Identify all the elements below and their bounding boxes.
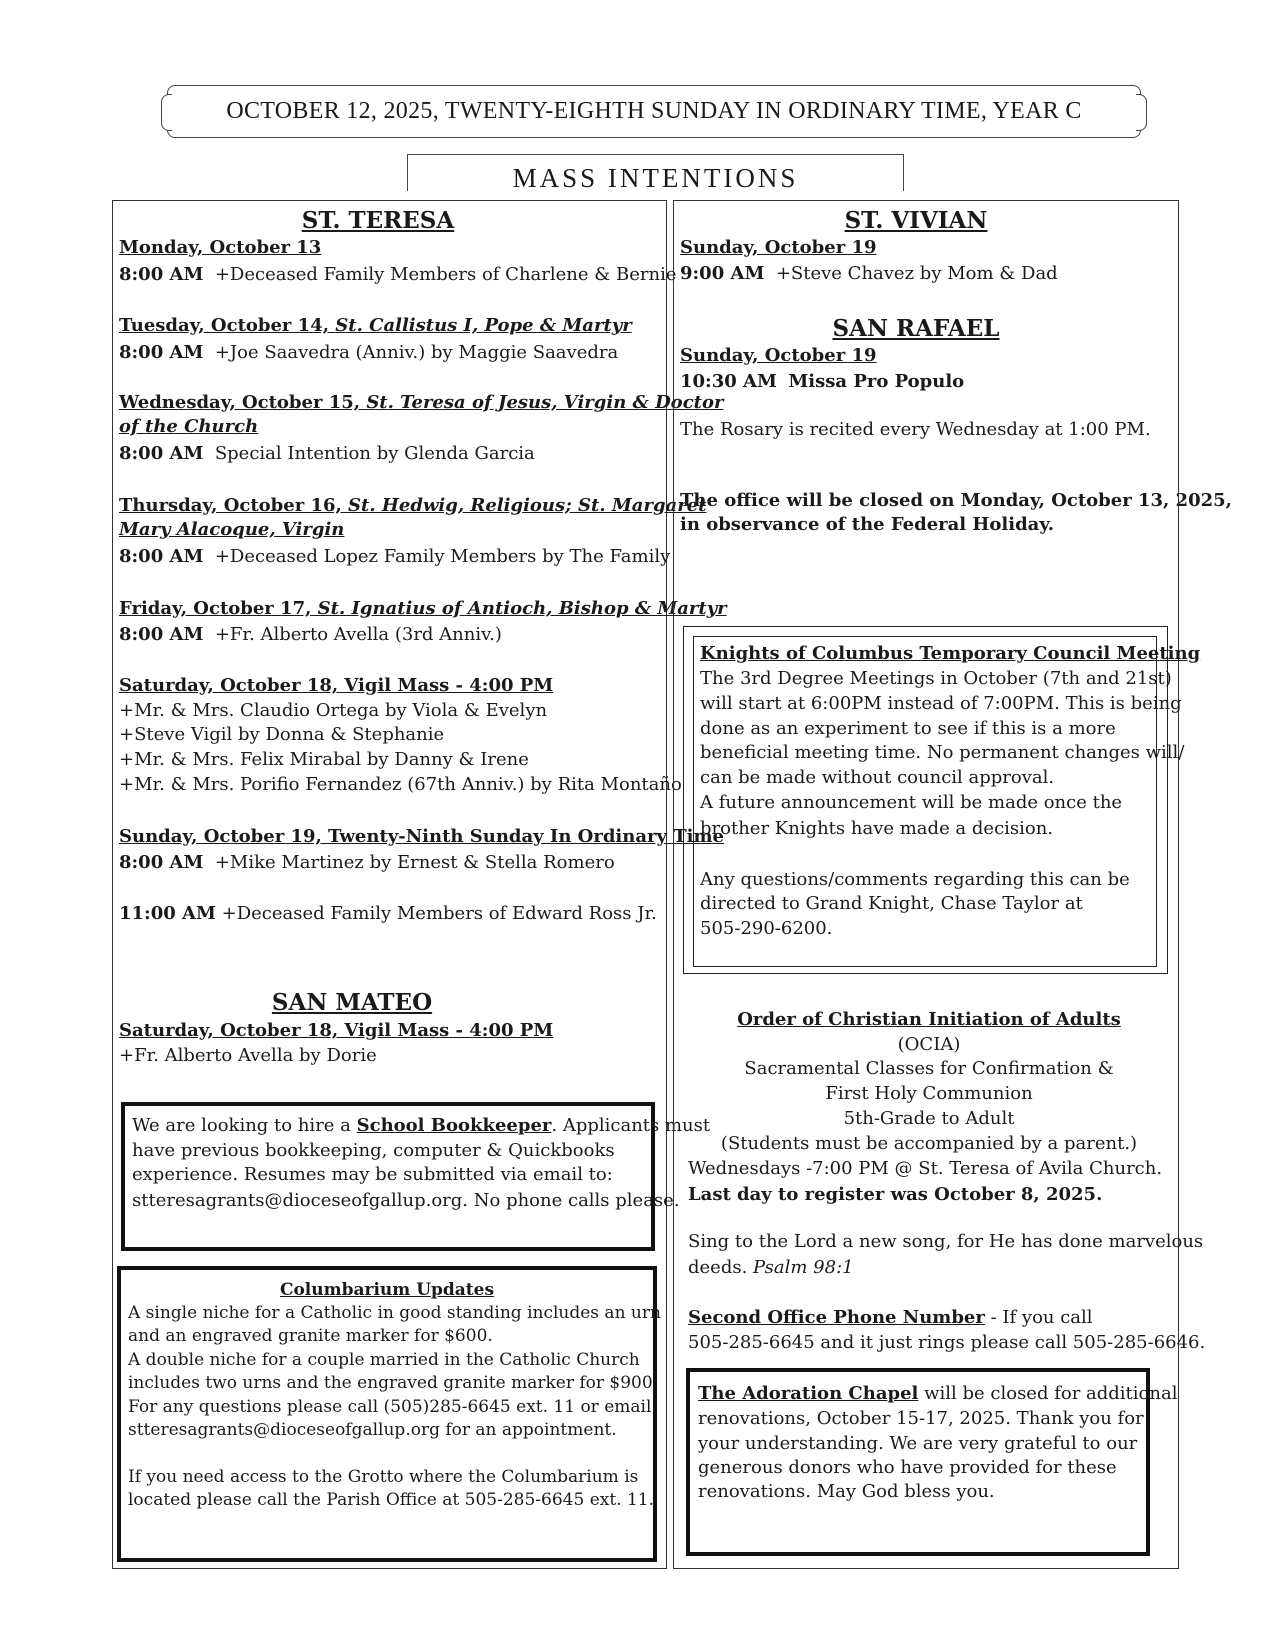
san-rafael-day: Sunday, October 19	[680, 345, 877, 366]
psalm-line: deeds. Psalm 98:1	[688, 1257, 854, 1278]
knights-line: Any questions/comments regarding this can be	[700, 869, 1130, 890]
knights-line: can be made without council approval.	[700, 767, 1055, 788]
saturday-intention: +Mr. & Mrs. Claudio Ortega by Viola & Evelyn	[119, 700, 548, 721]
ocia-line: First Holy Communion	[825, 1083, 1033, 1104]
columbarium-line: located please call the Parish Office at 505-285-6645 ext. 11.	[128, 1490, 655, 1510]
san-mateo-intention: +Fr. Alberto Avella by Dorie	[119, 1045, 377, 1066]
knights-line: The 3rd Degree Meetings in October (7th and 21st)	[700, 668, 1172, 689]
st-teresa-heading: ST. TERESA	[301, 207, 455, 234]
bookkeeper-line: have previous bookkeeping, computer & Quickbooks	[132, 1140, 615, 1161]
ocia-line: Sacramental Classes for Confirmation &	[744, 1058, 1114, 1079]
st-vivian-intention: 9:00 AM +Steve Chavez by Mom & Dad	[680, 263, 1058, 284]
bookkeeper-email-line: stteresagrants@dioceseofgallup.org. No phone calls please.	[132, 1190, 680, 1211]
wednesday-heading-cont: of the Church	[119, 416, 259, 437]
psalm-line: Sing to the Lord a new song, for He has done marvelous	[688, 1231, 1204, 1252]
columbarium-line: A single niche for a Catholic in good standing includes an urn	[128, 1303, 661, 1323]
tuesday-heading: Tuesday, October 14, St. Callistus I, Pope & Martyr	[119, 315, 632, 336]
ocia-line: 5th-Grade to Adult	[843, 1108, 1015, 1129]
knights-title: Knights of Columbus Temporary Council Meeting	[700, 643, 1201, 664]
tuesday-intention: 8:00 AM +Joe Saavedra (Anniv.) by Maggie Saavedra	[119, 342, 619, 363]
st-vivian-heading: ST. VIVIAN	[844, 207, 988, 234]
knights-notice	[693, 636, 1201, 967]
knights-phone: 505-290-6200.	[700, 918, 833, 939]
bookkeeper-line: We are looking to hire a School Bookkeeper. Applicants must	[132, 1115, 711, 1136]
san-mateo-day: Saturday, October 18, Vigil Mass - 4:00 PM	[119, 1020, 554, 1041]
knights-line: A future announcement will be made once the	[700, 792, 1123, 813]
columbarium-line: A double niche for a couple married in the Catholic Church	[128, 1350, 640, 1370]
knights-line: will start at 6:00PM instead of 7:00PM. This is being	[700, 693, 1182, 714]
thursday-heading-cont: Mary Alacoque, Virgin	[119, 519, 345, 540]
second-phone-note: Second Office Phone Number - If you call	[688, 1307, 1093, 1328]
ocia-line: (OCIA)	[897, 1034, 961, 1055]
columbarium-line: If you need access to the Grotto where the Columbarium is	[128, 1467, 639, 1487]
second-phone-note-cont: 505-285-6645 and it just rings please call 505-285-6646.	[688, 1332, 1206, 1353]
saturday-intention: +Mr. & Mrs. Felix Mirabal by Danny & Irene	[119, 749, 529, 770]
columbarium-notice	[117, 1266, 661, 1562]
ocia-deadline: Last day to register was October 8, 2025.	[688, 1184, 1103, 1205]
saturday-intention: +Mr. & Mrs. Porifio Fernandez (67th Anniv.) by Rita Montaño	[119, 774, 682, 795]
thursday-heading: Thursday, October 16, St. Hedwig, Religious; St. Margaret	[119, 495, 707, 516]
adoration-line: generous donors who have provided for these	[698, 1457, 1117, 1478]
knights-notice-outer	[683, 626, 1201, 974]
adoration-line: renovations, October 15-17, 2025. Thank you for	[698, 1408, 1144, 1429]
ocia-title: Order of Christian Initiation of Adults	[737, 1009, 1121, 1030]
st-vivian-day: Sunday, October 19	[680, 237, 877, 258]
section-title: MASS INTENTIONS	[407, 154, 904, 191]
saturday-heading: Saturday, October 18, Vigil Mass - 4:00 PM	[119, 675, 554, 696]
date-banner-text: OCTOBER 12, 2025, TWENTY-EIGHTH SUNDAY IN ORDINARY TIME, YEAR C	[226, 98, 1082, 124]
knights-line: done as an experiment to see if this is a more	[700, 718, 1116, 739]
sunday-intention-1: 8:00 AM +Mike Martinez by Ernest & Stella Romero	[119, 852, 615, 873]
office-closed-note: The office will be closed on Monday, October 13, 2025,	[680, 490, 1232, 511]
monday-intention: 8:00 AM +Deceased Family Members of Charlene & Bernie	[119, 264, 677, 285]
columbarium-line: and an engraved granite marker for $600.	[128, 1326, 493, 1346]
columbarium-line: For any questions please call (505)285-6645 ext. 11 or email	[128, 1397, 652, 1417]
office-closed-note: in observance of the Federal Holiday.	[680, 514, 1055, 535]
adoration-line: your understanding. We are very grateful to our	[698, 1433, 1138, 1454]
columbarium-line: includes two urns and the engraved granite marker for $900.	[128, 1373, 659, 1393]
adoration-notice	[686, 1368, 1178, 1556]
adoration-line: The Adoration Chapel will be closed for additional	[698, 1383, 1178, 1404]
bookkeeper-notice	[121, 1102, 711, 1251]
ocia-schedule: Wednesdays -7:00 PM @ St. Teresa of Avila Church.	[688, 1158, 1163, 1179]
thursday-intention: 8:00 AM +Deceased Lopez Family Members by The Family	[119, 546, 671, 567]
san-rafael-intention: 10:30 AM Missa Pro Populo	[680, 371, 965, 392]
columbarium-line: stteresagrants@dioceseofgallup.org for an appointment.	[128, 1420, 617, 1440]
monday-heading: Monday, October 13	[119, 237, 322, 258]
sunday-heading: Sunday, October 19, Twenty-Ninth Sunday In Ordinary Time	[119, 826, 724, 847]
sunday-intention-2: 11:00 AM +Deceased Family Members of Edward Ross Jr.	[119, 903, 657, 924]
wednesday-intention: 8:00 AM Special Intention by Glenda Garcia	[119, 443, 535, 464]
rosary-note: The Rosary is recited every Wednesday at 1:00 PM.	[680, 419, 1151, 440]
date-banner	[167, 85, 1141, 138]
school-bookkeeper-link: School Bookkeeper	[356, 1115, 552, 1136]
ocia-line: (Students must be accompanied by a parent.)	[720, 1133, 1138, 1154]
saturday-intention: +Steve Vigil by Donna & Stephanie	[119, 724, 445, 745]
knights-line: directed to Grand Knight, Chase Taylor at	[700, 893, 1083, 914]
san-mateo-heading: SAN MATEO	[271, 989, 433, 1016]
knights-line: brother Knights have made a decision.	[700, 818, 1054, 839]
wednesday-heading: Wednesday, October 15, St. Teresa of Jesus, Virgin & Doctor	[119, 392, 724, 413]
bookkeeper-line: experience. Resumes may be submitted via email to:	[132, 1164, 613, 1185]
columbarium-title: Columbarium Updates	[279, 1280, 495, 1300]
san-rafael-heading: SAN RAFAEL	[832, 315, 1000, 342]
friday-heading: Friday, October 17, St. Ignatius of Antioch, Bishop & Martyr	[119, 598, 727, 619]
adoration-line: renovations. May God bless you.	[698, 1481, 995, 1502]
knights-line: beneficial meeting time. No permanent changes will/	[700, 742, 1185, 763]
friday-intention: 8:00 AM +Fr. Alberto Avella (3rd Anniv.)	[119, 624, 502, 645]
